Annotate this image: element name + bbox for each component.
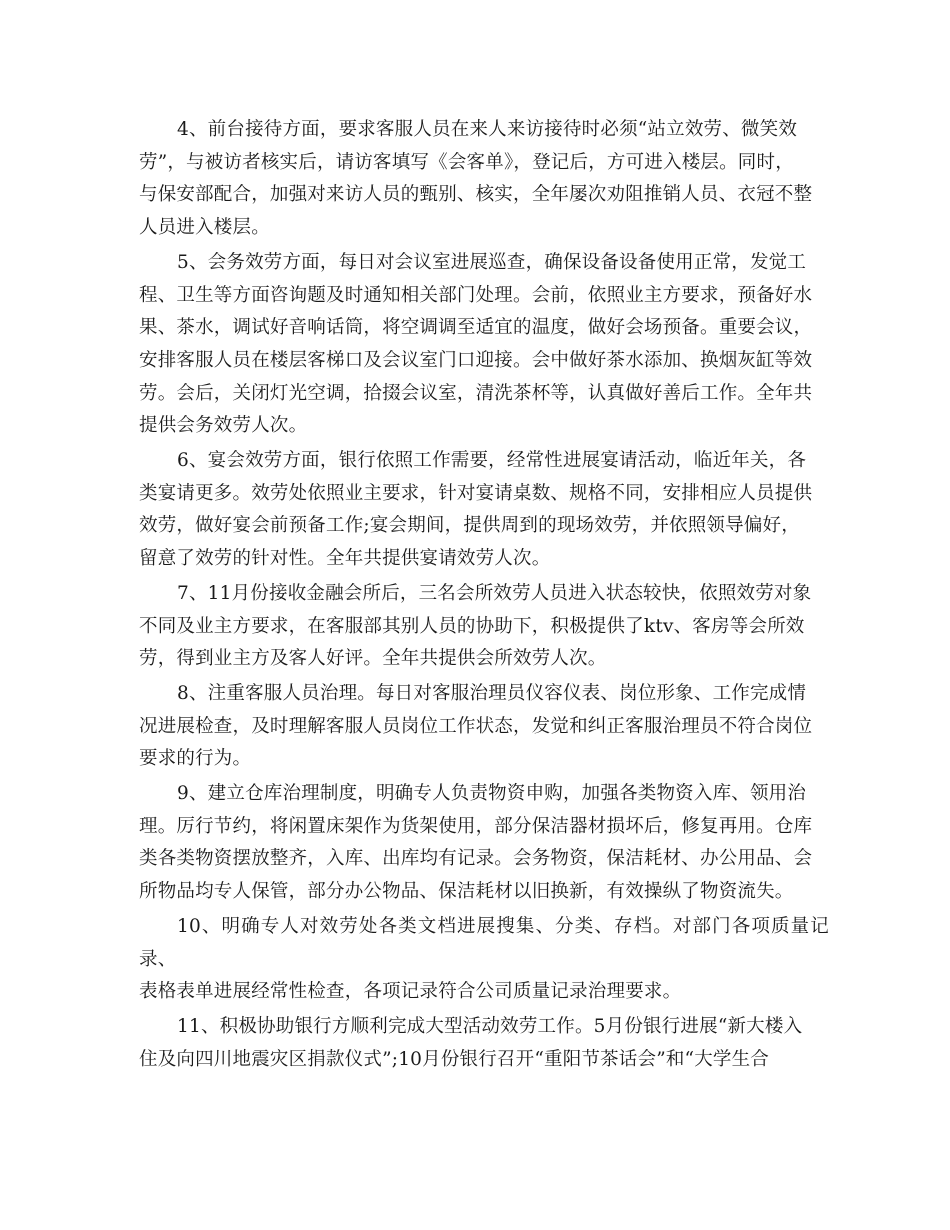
paragraph-item-8: 8、注重客服人员治理。每日对客服治理员仪容仪表、岗位形象、工作完成情 况进展检查，及时理解客服人员岗位工作状态，发觉和纠正客服治理员不符合岗位 要求的行为。 bbox=[139, 682, 813, 770]
paragraph-item-11: 11、积极协助银行方顺利完成大型活动效劳工作。5月份银行进展“新大楼入 住及向四川地震灾区捐款仪式”;10月份银行召开“重阳节茶话会”和“大学生合 bbox=[139, 1015, 803, 1070]
paragraph-item-9: 9、建立仓库治理制度，明确专人负责物资申购，加强各类物资入库、领用治 理。厉行节约，将闲置床架作为货架使用，部分保洁器材损坏后，修复再用。仓库 类各类物资摆放整齐，入库、出库均有记录。会务物资，保洁耗材、办公用品、会 所物品均专人保管，部分办公物品、保洁耗材以旧换新，有效操纵了物资流失。 bbox=[139, 783, 813, 903]
paragraph-item-7: 7、11月份接收金融会所后，三名会所效劳人员进入状态较快，依照效劳对象 不同及业主方要求，在客服部其别人员的协助下，积极提供了ktv、客房等会所效 劳，得到业主方及客人好评。全年共提供会所效劳人次。 bbox=[139, 582, 812, 670]
document-body bbox=[139, 114, 829, 1078]
paragraph-item-4: 4、前台接待方面，要求客服人员在来人来访接待时必须“站立效劳、微笑效 劳”，与被访者核实后，请访客填写《会客单》，登记后，方可进入楼层。同时， 与保安部配合，加强对来访人员的甄别、核实，全年屡次劝阻推销人员、衣冠不整 人员进入楼层。 bbox=[139, 119, 813, 239]
paragraph-item-10: 10、明确专人对效劳处各类文档进展搜集、分类、存档。对部门各项质量记录、 表格表单进展经常性检查，各项记录符合公司质量记录治理要求。 bbox=[139, 915, 829, 1003]
paragraph-item-5: 5、会务效劳方面，每日对会议室进展巡查，确保设备设备使用正常，发觉工 程、卫生等方面咨询题及时通知相关部门处理。会前，依照业主方要求，预备好水 果、茶水，调试好音响话筒，将空调调至适宜的温度，做好会场预备。重要会议， 安排客服人员在楼层客梯口及会议室门口迎接。会中做好茶水添加、换烟灰缸等效 劳。会后，关闭灯光空调，拾掇会议室，清洗茶杯等，认真做好善后工作。全年共 提供会务效劳人次。 bbox=[139, 251, 813, 437]
paragraph-item-6: 6、宴会效劳方面，银行依照工作需要，经常性进展宴请活动，临近年关，各 类宴请更多。效劳处依照业主要求，针对宴请桌数、规格不同，安排相应人员提供 效劳，做好宴会前预备工作;宴会期间，提供周到的现场效劳，并依照领导偏好， 留意了效劳的针对性。全年共提供宴请效劳人次。 bbox=[139, 450, 813, 570]
